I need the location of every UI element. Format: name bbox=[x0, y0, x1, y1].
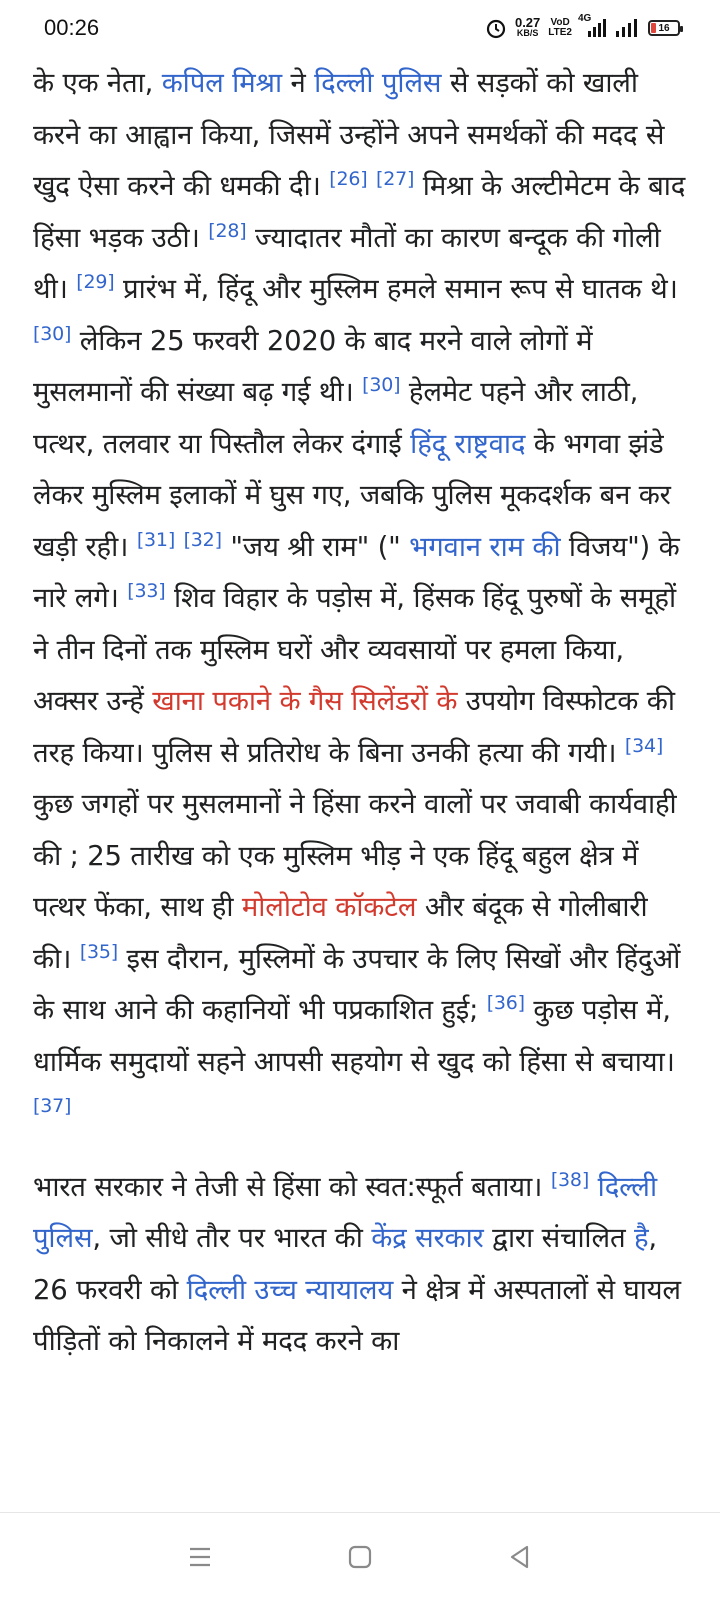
back-button[interactable] bbox=[496, 1533, 544, 1581]
recents-button[interactable] bbox=[176, 1533, 224, 1581]
home-button[interactable] bbox=[336, 1533, 384, 1581]
citation-28[interactable]: [28] bbox=[208, 219, 247, 242]
link-delhi-police-2[interactable]: दिल्ली पुलिस bbox=[33, 1170, 657, 1254]
citation-26[interactable]: [26] bbox=[329, 168, 368, 190]
citation-35[interactable]: [35] bbox=[79, 940, 119, 963]
citation-30a[interactable]: [30] bbox=[33, 322, 72, 345]
system-nav-bar bbox=[0, 1512, 720, 1600]
battery-level: 16 bbox=[658, 22, 670, 34]
article-content bbox=[33, 58, 689, 1368]
status-icons bbox=[485, 13, 680, 39]
link-lord-ram[interactable]: भगवान राम की bbox=[409, 530, 561, 563]
citation-31[interactable]: [31] bbox=[136, 528, 176, 551]
link-delhi-high-court[interactable]: दिल्ली उच्च न्यायालय bbox=[186, 1273, 394, 1306]
link-central-government[interactable]: केंद्र सरकार bbox=[371, 1222, 484, 1254]
citation-29[interactable]: [29] bbox=[76, 271, 115, 293]
citation-36[interactable]: [36] bbox=[486, 992, 525, 1014]
home-icon bbox=[347, 1544, 373, 1570]
citation-33[interactable]: [33] bbox=[127, 580, 166, 602]
citation-38[interactable]: [38] bbox=[550, 1168, 590, 1191]
redlink-molotov-cocktail[interactable]: मोलोटोव कॉकटेल bbox=[241, 891, 417, 923]
citation-27[interactable]: [27] bbox=[376, 168, 415, 190]
alarm-icon bbox=[485, 17, 507, 39]
link-delhi-police[interactable]: दिल्ली पुलिस bbox=[314, 67, 442, 99]
signal-icon bbox=[614, 17, 640, 39]
link-kapil-mishra[interactable]: कपिल मिश्रा bbox=[161, 67, 282, 99]
battery-icon bbox=[648, 20, 680, 36]
link-hai[interactable]: है bbox=[633, 1222, 649, 1254]
signal-4g-icon: 4G bbox=[580, 17, 606, 39]
status-bar bbox=[0, 0, 720, 56]
back-icon bbox=[507, 1544, 533, 1570]
status-time: 00:26 bbox=[44, 15, 100, 40]
citation-32[interactable]: [32] bbox=[183, 528, 222, 551]
redlink-gas-cylinders[interactable]: खाना पकाने के गैस सिलेंडरों के bbox=[152, 685, 458, 717]
paragraph-2: भारत सरकार ने तेजी से हिंसा को स्वत:स्फूर्त बताया। [38] दिल्ली पुलिस, जो सीधे तौर पर भारत की केंद्र सरकार द्वारा संचालित है, 26 फरवरी को दिल्ली उच्च न्यायालय ने क्षेत्र में अस्पतालों से घायल पीड़ितों को निकालने में मदद करने का bbox=[33, 1168, 681, 1357]
citation-30b[interactable]: [30] bbox=[362, 374, 401, 396]
link-hindu-nationalism[interactable]: हिंदू राष्ट्रवाद bbox=[410, 427, 526, 460]
citation-34[interactable]: [34] bbox=[624, 734, 664, 757]
volte-indicator: VoD LTE2 bbox=[548, 17, 572, 38]
citation-37[interactable]: [37] bbox=[33, 1095, 72, 1117]
recents-icon bbox=[187, 1544, 213, 1570]
network-speed: 0.27 KB/S bbox=[514, 15, 541, 38]
paragraph-1: के एक नेता, कपिल मिश्रा ने दिल्ली पुलिस से सड़कों को खाली करने का आह्वान किया, जिसमें उन्होंने अपने समर्थकों की मदद से खुद ऐसा करने की धमकी दी। [26] [27] मिश्रा के अल्टीमेटम के बाद हिंसा भड़क उठी। [28] ज्यादातर मौतों का कारण बन्दूक की गोली थी। [29] प्रारंभ में, हिंदू और मुस्लिम हमले समान रूप से घातक थे। [30] लेकिन 25 फरवरी 2020 के बाद मरने वाले लोगों में मुसलमानों की संख्या बढ़ गई थी। [30] हेलमेट पहने और लाठी, पत्थर, तलवार या पिस्तौल लेकर दंगाई हिंदू राष्ट्रवाद के भगवा झंडे लेकर मुस्लिम इलाकों में घुस गए, जबकि पुलिस मूकदर्शक बन कर खड़ी रही। [31] [32] "जय श्री राम" (" भगवान राम की विजय") के नारे लगे। [33] शिव विहार के पड़ोस में, हिंसक हिंदू पुरुषों के समूहों ने तीन दिनों तक मुस्लिम घरों और व्यवसायों पर हमला किया, अक्सर उन्हें खाना पकाने के गैस सिलेंडरों के उपयोग विस्फोटक की तरह किया। पुलिस से प्रतिरोध के बिना उनकी हत्या की गयी। [34] कुछ जगहों पर मुसलमानों ने हिंसा करने वालों पर जवाबी कार्यवाही की ; 25 तारीख को एक मुस्लिम भीड़ ने एक हिंदू बहुल क्षेत्र में पत्थर फेंका, साथ ही मोलोटोव कॉकटेल और बंदूक से गोलीबारी की। [35] इस दौरान, मुस्लिमों के उपचार के लिए सिखों और हिंदुओं के साथ आने की कहानियों भी पप्रकाशित हुई; [36] कुछ पड़ोस में, धार्मिक समुदायों सहने आपसी सहयोग से खुद को हिंसा से बचाया। [37] bbox=[33, 67, 686, 1117]
